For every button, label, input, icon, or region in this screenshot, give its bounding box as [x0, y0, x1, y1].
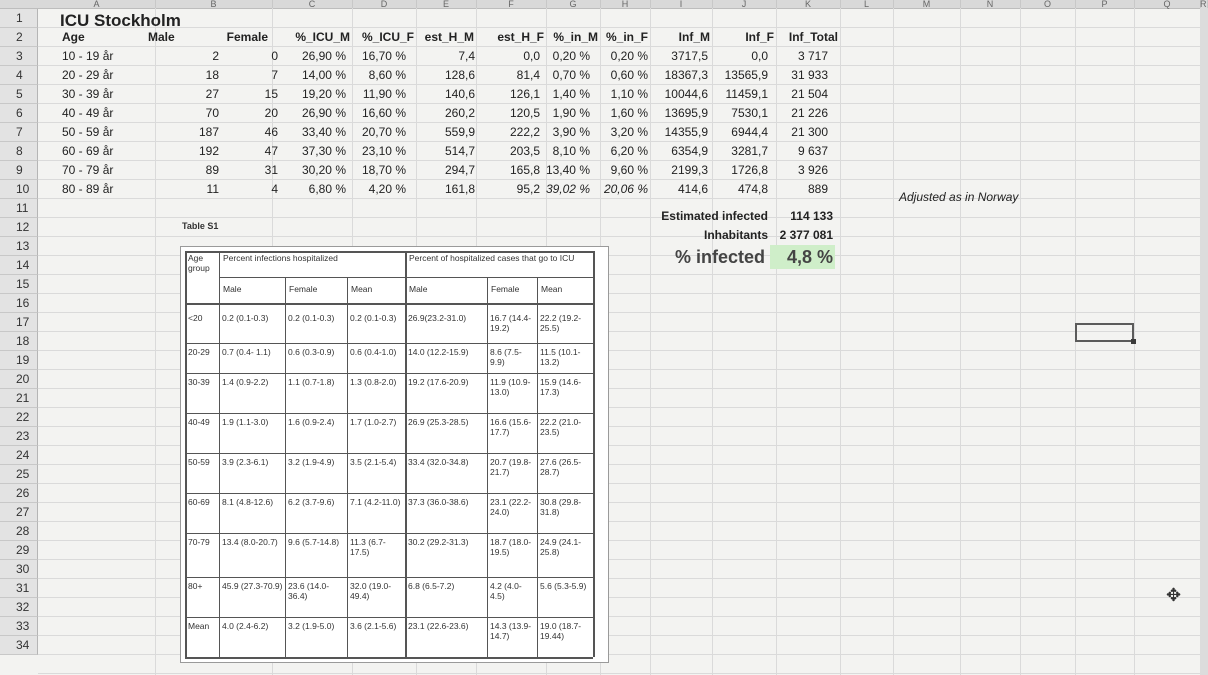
table-s1-age-group-label: Age group — [188, 253, 210, 273]
table-s1-subheader: Mean — [541, 284, 563, 294]
row-header-10[interactable]: 10 — [0, 180, 38, 199]
data-cell[interactable]: 89 — [205, 163, 219, 177]
data-cell[interactable]: 6354,9 — [671, 144, 708, 158]
table-s1-cell: 14.3 (13.9-14.7) — [490, 621, 532, 641]
header-cell[interactable]: Inf_F — [745, 30, 774, 44]
data-cell[interactable]: 3 717 — [797, 49, 828, 63]
table-s1-cell: 3.2 (1.9-4.9) — [288, 457, 335, 467]
table-s1-subheader: Mean — [351, 284, 373, 294]
row-header-33[interactable]: 33 — [0, 617, 38, 636]
data-cell[interactable]: 10 - 19 år — [62, 49, 114, 63]
row-header-15[interactable]: 15 — [0, 275, 38, 294]
data-cell[interactable]: 0,70 % — [552, 68, 590, 82]
data-cell[interactable]: 260,2 — [444, 106, 475, 120]
row-header-9[interactable]: 9 — [0, 161, 38, 180]
data-cell[interactable]: 414,6 — [677, 182, 708, 196]
data-cell[interactable]: 18,70 % — [361, 163, 406, 177]
data-cell[interactable]: 192 — [198, 144, 219, 158]
sheet-title: ICU Stockholm — [60, 11, 181, 30]
header-cell[interactable]: est_H_F — [497, 30, 544, 44]
data-cell[interactable]: 21 300 — [791, 125, 828, 139]
data-cell[interactable]: 7,4 — [458, 49, 475, 63]
table-s1-cell: 1.7 (1.0-2.7) — [350, 417, 397, 427]
table-s1-hline — [185, 533, 593, 534]
table-s1-cell: 30.2 (29.2-31.3) — [408, 537, 469, 547]
data-cell[interactable]: 27 — [205, 87, 219, 101]
table-s1-cell: 0.6 (0.4-1.0) — [350, 347, 397, 357]
table-s1-cell: 4.2 (4.0-4.5) — [490, 581, 522, 601]
header-cell[interactable]: %_ICU_F — [361, 30, 414, 44]
grid-line — [893, 8, 894, 675]
table-s1-icu-header: Percent of hospitalized cases that go to ICU — [409, 253, 575, 263]
data-cell[interactable]: 14,00 % — [301, 68, 346, 82]
table-s1-vline — [185, 251, 187, 657]
column-header-n[interactable]: N — [960, 0, 1021, 8]
table-s1-cell: 1.3 (0.8-2.0) — [350, 377, 397, 387]
table-s1-cell: 7.1 (4.2-11.0) — [350, 497, 401, 507]
table-s1-cell: 16.7 (14.4-19.2) — [490, 313, 532, 333]
header-cell[interactable]: Inf_Total — [788, 30, 838, 44]
row-header-17[interactable]: 17 — [0, 313, 38, 332]
table-s1-cell: 22.2 (21.0-23.5) — [540, 417, 582, 437]
table-s1-vline — [405, 251, 407, 657]
data-cell[interactable]: 140,6 — [444, 87, 475, 101]
data-cell[interactable]: 13,40 % — [545, 163, 590, 177]
row-header-26[interactable]: 26 — [0, 484, 38, 503]
table-s1-cell: 24.9 (24.1-25.8) — [540, 537, 582, 557]
table-s1-hline — [185, 493, 593, 494]
row-header-23[interactable]: 23 — [0, 427, 38, 446]
table-s1-cell: 6.8 (6.5-7.2) — [408, 581, 455, 591]
data-cell[interactable]: 3717,5 — [671, 49, 708, 63]
data-cell[interactable]: 7530,1 — [731, 106, 768, 120]
column-header-p[interactable]: P — [1075, 0, 1135, 8]
table-s1-cell: 1.4 (0.9-2.2) — [222, 377, 269, 387]
data-cell[interactable]: 11,90 % — [362, 87, 406, 101]
data-cell[interactable]: 559,9 — [444, 125, 475, 139]
data-cell[interactable]: 20 — [264, 106, 278, 120]
data-cell[interactable]: 37,30 % — [301, 144, 346, 158]
data-cell[interactable]: 60 - 69 år — [62, 144, 114, 158]
data-cell[interactable]: 203,5 — [509, 144, 540, 158]
table-s1-subheader: Male — [409, 284, 428, 294]
pct-infected-label[interactable]: % infected — [674, 247, 765, 267]
table-s1-cell: 11.9 (10.9-13.0) — [490, 377, 531, 397]
header-cell[interactable]: %_in_M — [553, 30, 598, 44]
mouse-cursor-icon: ✥ — [1166, 585, 1182, 605]
table-s1-cell: 50-59 — [188, 457, 210, 467]
column-header-c[interactable]: C — [272, 0, 353, 8]
grid-line — [38, 217, 1200, 218]
data-cell[interactable]: 0,0 — [523, 49, 540, 63]
table-s1-cell: 13.4 (8.0-20.7) — [222, 537, 278, 547]
data-cell[interactable]: 3281,7 — [731, 144, 768, 158]
table-s1-image[interactable] — [180, 246, 609, 663]
table-s1-hline — [185, 343, 593, 344]
table-s1-cell: 0.2 (0.1-0.3) — [222, 313, 269, 323]
data-cell[interactable]: 40 - 49 år — [62, 106, 114, 120]
data-cell[interactable]: 26,90 % — [301, 49, 346, 63]
data-cell[interactable]: 1,40 % — [552, 87, 590, 101]
row-header-27[interactable]: 27 — [0, 503, 38, 522]
table-s1-hline — [185, 657, 593, 659]
data-cell[interactable]: 31 933 — [791, 68, 828, 82]
table-s1-cell: 70-79 — [188, 537, 210, 547]
data-cell[interactable]: 18 — [205, 68, 219, 82]
data-cell[interactable]: 13695,9 — [664, 106, 708, 120]
table-s1-cell: <20 — [188, 313, 203, 323]
data-cell[interactable]: 1,90 % — [552, 106, 590, 120]
header-cell[interactable]: Male — [148, 30, 175, 44]
data-cell[interactable]: 11 — [206, 182, 219, 196]
row-header-6[interactable]: 6 — [0, 104, 38, 123]
row-header-1[interactable]: 1 — [0, 9, 38, 28]
inhabitants-label[interactable]: Inhabitants — [703, 228, 768, 242]
data-cell[interactable]: 33,40 % — [301, 125, 346, 139]
data-cell[interactable]: 16,70 % — [361, 49, 406, 63]
table-s1-vline — [347, 277, 348, 657]
table-s1-cell: 5.6 (5.3-5.9) — [540, 581, 587, 591]
grid-line — [840, 8, 841, 675]
table-s1-vline — [219, 251, 220, 657]
row-header-14[interactable]: 14 — [0, 256, 38, 275]
data-cell[interactable]: 16,60 % — [361, 106, 406, 120]
table-s1-vline — [285, 277, 286, 657]
table-s1-hline — [185, 413, 593, 414]
table-s1-hline — [185, 303, 593, 305]
column-header-d[interactable]: D — [352, 0, 417, 8]
table-s1-cell: 11.5 (10.1-13.2) — [540, 347, 581, 367]
table-s1-cell: 37.3 (36.0-38.6) — [408, 497, 469, 507]
header-cell[interactable]: est_H_M — [424, 30, 474, 44]
table-s1-cell: 23.1 (22.6-23.6) — [408, 621, 469, 631]
table-s1-cell: 30-39 — [188, 377, 210, 387]
row-header-34[interactable]: 34 — [0, 636, 38, 655]
data-cell[interactable]: 19,20 % — [301, 87, 346, 101]
table-s1-cell: 60-69 — [188, 497, 210, 507]
data-cell[interactable]: 3,20 % — [610, 125, 648, 139]
row-header-11[interactable]: 11 — [0, 199, 38, 218]
data-cell[interactable]: 70 - 79 år — [62, 163, 114, 177]
row-header-31[interactable]: 31 — [0, 579, 38, 598]
data-cell[interactable]: 0,60 % — [610, 68, 648, 82]
data-cell[interactable]: 15 — [264, 87, 278, 101]
table-s1-cell: 19.2 (17.6-20.9) — [408, 377, 469, 387]
grid-line — [1020, 8, 1021, 675]
data-cell[interactable]: 4 — [271, 182, 278, 196]
table-s1-cell: 18.7 (18.0-19.5) — [490, 537, 532, 557]
data-cell[interactable]: 20,70 % — [361, 125, 406, 139]
grid-line — [38, 236, 1200, 237]
table-s1-cell: 0.2 (0.1-0.3) — [350, 313, 397, 323]
data-cell[interactable]: 9 637 — [797, 144, 828, 158]
data-cell[interactable]: 21 504 — [791, 87, 828, 101]
data-cell[interactable]: 20,06 % — [603, 182, 648, 196]
table-s1-cell: 8.1 (4.8-12.6) — [222, 497, 274, 507]
row-header-22[interactable]: 22 — [0, 408, 38, 427]
table-s1-cell: 8.6 (7.5-9.9) — [490, 347, 522, 367]
row-header-7[interactable]: 7 — [0, 123, 38, 142]
data-cell[interactable]: 474,8 — [737, 182, 768, 196]
row-header-5[interactable]: 5 — [0, 85, 38, 104]
column-header-h[interactable]: H — [600, 0, 651, 8]
row-header-13[interactable]: 13 — [0, 237, 38, 256]
data-cell[interactable]: 514,7 — [444, 144, 475, 158]
table-s1-cell: 27.6 (26.5-28.7) — [540, 457, 582, 477]
table-s1-cell: 26.9(23.2-31.0) — [408, 313, 467, 323]
table-s1-cell: 3.5 (2.1-5.4) — [350, 457, 397, 467]
data-cell[interactable]: 0 — [271, 49, 278, 63]
row-header-32[interactable]: 32 — [0, 598, 38, 617]
data-cell[interactable]: 294,7 — [444, 163, 475, 177]
column-header-e[interactable]: E — [416, 0, 477, 8]
note-adjusted[interactable]: Adjusted as in Norway — [899, 190, 1019, 204]
column-header-f[interactable]: F — [476, 0, 547, 8]
data-cell[interactable]: 120,5 — [509, 106, 540, 120]
column-header-b[interactable]: B — [155, 0, 273, 8]
table-s1-cell: 3.6 (2.1-5.6) — [350, 621, 397, 631]
data-cell[interactable]: 30,20 % — [301, 163, 346, 177]
table-s1-cell: 1.9 (1.1-3.0) — [222, 417, 269, 427]
data-cell[interactable]: 6944,4 — [731, 125, 768, 139]
data-cell[interactable]: 39,02 % — [545, 182, 590, 196]
data-cell[interactable]: 165,8 — [509, 163, 540, 177]
table-s1-cell: 0.6 (0.3-0.9) — [288, 347, 335, 357]
data-cell[interactable]: 4,20 % — [368, 182, 406, 196]
row-header-28[interactable]: 28 — [0, 522, 38, 541]
row-header-8[interactable]: 8 — [0, 142, 38, 161]
table-s1-cell: 20.7 (19.8-21.7) — [490, 457, 532, 477]
fill-handle[interactable] — [1131, 339, 1136, 344]
data-cell[interactable]: 13565,9 — [724, 68, 768, 82]
data-cell[interactable]: 6,20 % — [610, 144, 648, 158]
table-s1-cell: 3.9 (2.3-6.1) — [222, 457, 269, 467]
row-header-2[interactable]: 2 — [0, 28, 38, 47]
data-cell[interactable]: 2 — [212, 49, 219, 63]
estimated-value[interactable]: 114 133 — [790, 209, 833, 223]
table-s1-cell: 4.0 (2.4-6.2) — [222, 621, 269, 631]
table-s1-vline — [487, 277, 488, 657]
column-header-l[interactable]: L — [840, 0, 894, 8]
estimated-label[interactable]: Estimated infected — [661, 209, 768, 223]
table-s1-cell: 32.0 (19.0-49.4) — [350, 581, 392, 601]
data-cell[interactable]: 2199,3 — [671, 163, 708, 177]
data-cell[interactable]: 0,20 % — [552, 49, 590, 63]
table-s1-cell: 0.2 (0.1-0.3) — [288, 313, 335, 323]
table-s1-cell: 19.0 (18.7-19.44) — [540, 621, 582, 641]
grid-line — [38, 673, 1200, 674]
table-s1-cell: 15.9 (14.6-17.3) — [540, 377, 582, 397]
table-s1-title: Table S1 — [182, 221, 219, 231]
table-s1-hline — [185, 617, 593, 618]
table-s1-cell: 3.2 (1.9-5.0) — [288, 621, 335, 631]
data-cell[interactable]: 0,20 % — [610, 49, 648, 63]
column-header-j[interactable]: J — [712, 0, 777, 8]
table-s1-cell: 33.4 (32.0-34.8) — [408, 457, 469, 467]
header-cell[interactable]: Inf_M — [678, 30, 710, 44]
table-s1-cell: 26.9 (25.3-28.5) — [408, 417, 469, 427]
row-header-12[interactable]: 12 — [0, 218, 38, 237]
data-cell[interactable]: 222,2 — [509, 125, 540, 139]
data-cell[interactable]: 9,60 % — [610, 163, 648, 177]
table-s1-cell: 6.2 (3.7-9.6) — [288, 497, 335, 507]
column-header-q[interactable]: Q — [1134, 0, 1201, 8]
data-cell[interactable]: 30 - 39 år — [62, 87, 114, 101]
row-header-19[interactable]: 19 — [0, 351, 38, 370]
table-s1-cell: 45.9 (27.3-70.9) — [222, 581, 283, 591]
row-header-4[interactable]: 4 — [0, 66, 38, 85]
data-cell[interactable]: 80 - 89 år — [62, 182, 114, 196]
data-cell[interactable]: 50 - 59 år — [62, 125, 114, 139]
data-cell[interactable]: 1,10 % — [610, 87, 648, 101]
selected-cell[interactable] — [1075, 323, 1134, 342]
table-s1-cell: 80+ — [188, 581, 203, 591]
data-cell[interactable]: 14355,9 — [664, 125, 708, 139]
data-cell[interactable]: 187 — [198, 125, 219, 139]
table-s1-cell: 14.0 (12.2-15.9) — [408, 347, 469, 357]
header-cell[interactable]: Female — [226, 30, 268, 44]
data-cell[interactable]: 3 926 — [797, 163, 828, 177]
data-cell[interactable]: 889 — [807, 182, 828, 196]
data-cell[interactable]: 18367,3 — [664, 68, 708, 82]
table-s1-cell: 20-29 — [188, 347, 210, 357]
grid-line — [960, 8, 961, 675]
pct-infected-value[interactable]: 4,8 % — [786, 247, 833, 267]
data-cell[interactable]: 126,1 — [509, 87, 540, 101]
data-cell[interactable]: 70 — [205, 106, 219, 120]
data-cell[interactable]: 6,80 % — [308, 182, 346, 196]
table-s1-subheader: Female — [491, 284, 520, 294]
data-cell[interactable]: 10044,6 — [664, 87, 708, 101]
table-s1-vline — [593, 251, 595, 657]
data-cell[interactable]: 31 — [264, 163, 278, 177]
header-cell[interactable]: %_in_F — [605, 30, 648, 44]
data-cell[interactable]: 46 — [264, 125, 278, 139]
data-cell[interactable]: 95,2 — [516, 182, 540, 196]
table-s1-subheader: Male — [223, 284, 242, 294]
row-header-25[interactable]: 25 — [0, 465, 38, 484]
table-s1-hline — [185, 453, 593, 454]
table-s1-subheader: Female — [289, 284, 318, 294]
data-cell[interactable]: 3,90 % — [552, 125, 590, 139]
data-cell[interactable]: 23,10 % — [361, 144, 406, 158]
data-cell[interactable]: 128,6 — [444, 68, 475, 82]
inhabitants-value[interactable]: 2 377 081 — [779, 228, 833, 242]
data-cell[interactable]: 1726,8 — [731, 163, 768, 177]
row-header-18[interactable]: 18 — [0, 332, 38, 351]
table-s1-cell: 1.1 (0.7-1.8) — [288, 377, 335, 387]
row-header-24[interactable]: 24 — [0, 446, 38, 465]
header-cell[interactable]: Age — [62, 30, 85, 44]
row-header-29[interactable]: 29 — [0, 541, 38, 560]
data-cell[interactable]: 81,4 — [516, 68, 540, 82]
table-s1-vline — [537, 277, 538, 657]
data-cell[interactable]: 21 226 — [791, 106, 828, 120]
table-s1-cell: 23.6 (14.0-36.4) — [288, 581, 330, 601]
table-s1-hline — [185, 373, 593, 374]
data-cell[interactable]: 26,90 % — [301, 106, 346, 120]
table-s1-hosp-header: Percent infections hospitalized — [223, 253, 338, 263]
table-s1-cell: 30.8 (29.8-31.8) — [540, 497, 582, 517]
table-s1-cell: 40-49 — [188, 417, 210, 427]
data-cell[interactable]: 7 — [271, 68, 278, 82]
column-header-r[interactable]: R — [1200, 0, 1207, 9]
column-header-i[interactable]: I — [650, 0, 713, 8]
header-cell[interactable]: %_ICU_M — [295, 30, 350, 44]
table-s1-cell: 11.3 (6.7-17.5) — [350, 537, 386, 557]
data-cell[interactable]: 8,10 % — [552, 144, 590, 158]
data-cell[interactable]: 0,0 — [751, 49, 768, 63]
column-header-a[interactable]: A — [38, 0, 156, 8]
column-header-m[interactable]: M — [893, 0, 961, 8]
table-s1-cell: 9.6 (5.7-14.8) — [288, 537, 340, 547]
column-header-k[interactable]: K — [776, 0, 841, 8]
row-header-30[interactable]: 30 — [0, 560, 38, 579]
table-s1-cell: Mean — [188, 621, 210, 631]
row-header-21[interactable]: 21 — [0, 389, 38, 408]
table-s1-cell: 0.7 (0.4- 1.1) — [222, 347, 271, 357]
table-s1-cell: 1.6 (0.9-2.4) — [288, 417, 335, 427]
data-cell[interactable]: 20 - 29 år — [62, 68, 114, 82]
row-header-16[interactable]: 16 — [0, 294, 38, 313]
data-cell[interactable]: 11459,1 — [725, 87, 768, 101]
row-header-3[interactable]: 3 — [0, 47, 38, 66]
column-header-g[interactable]: G — [546, 0, 601, 8]
table-s1-cell: 23.1 (22.2-24.0) — [490, 497, 532, 517]
data-cell[interactable]: 47 — [264, 144, 278, 158]
column-header-o[interactable]: O — [1020, 0, 1076, 8]
table-s1-hline — [185, 577, 593, 578]
table-s1-cell: 22.2 (19.2-25.5) — [540, 313, 582, 333]
data-cell[interactable]: 161,8 — [444, 182, 475, 196]
data-cell[interactable]: 1,60 % — [610, 106, 648, 120]
row-header-20[interactable]: 20 — [0, 370, 38, 389]
data-cell[interactable]: 8,60 % — [368, 68, 406, 82]
table-s1-cell: 16.6 (15.6-17.7) — [490, 417, 532, 437]
